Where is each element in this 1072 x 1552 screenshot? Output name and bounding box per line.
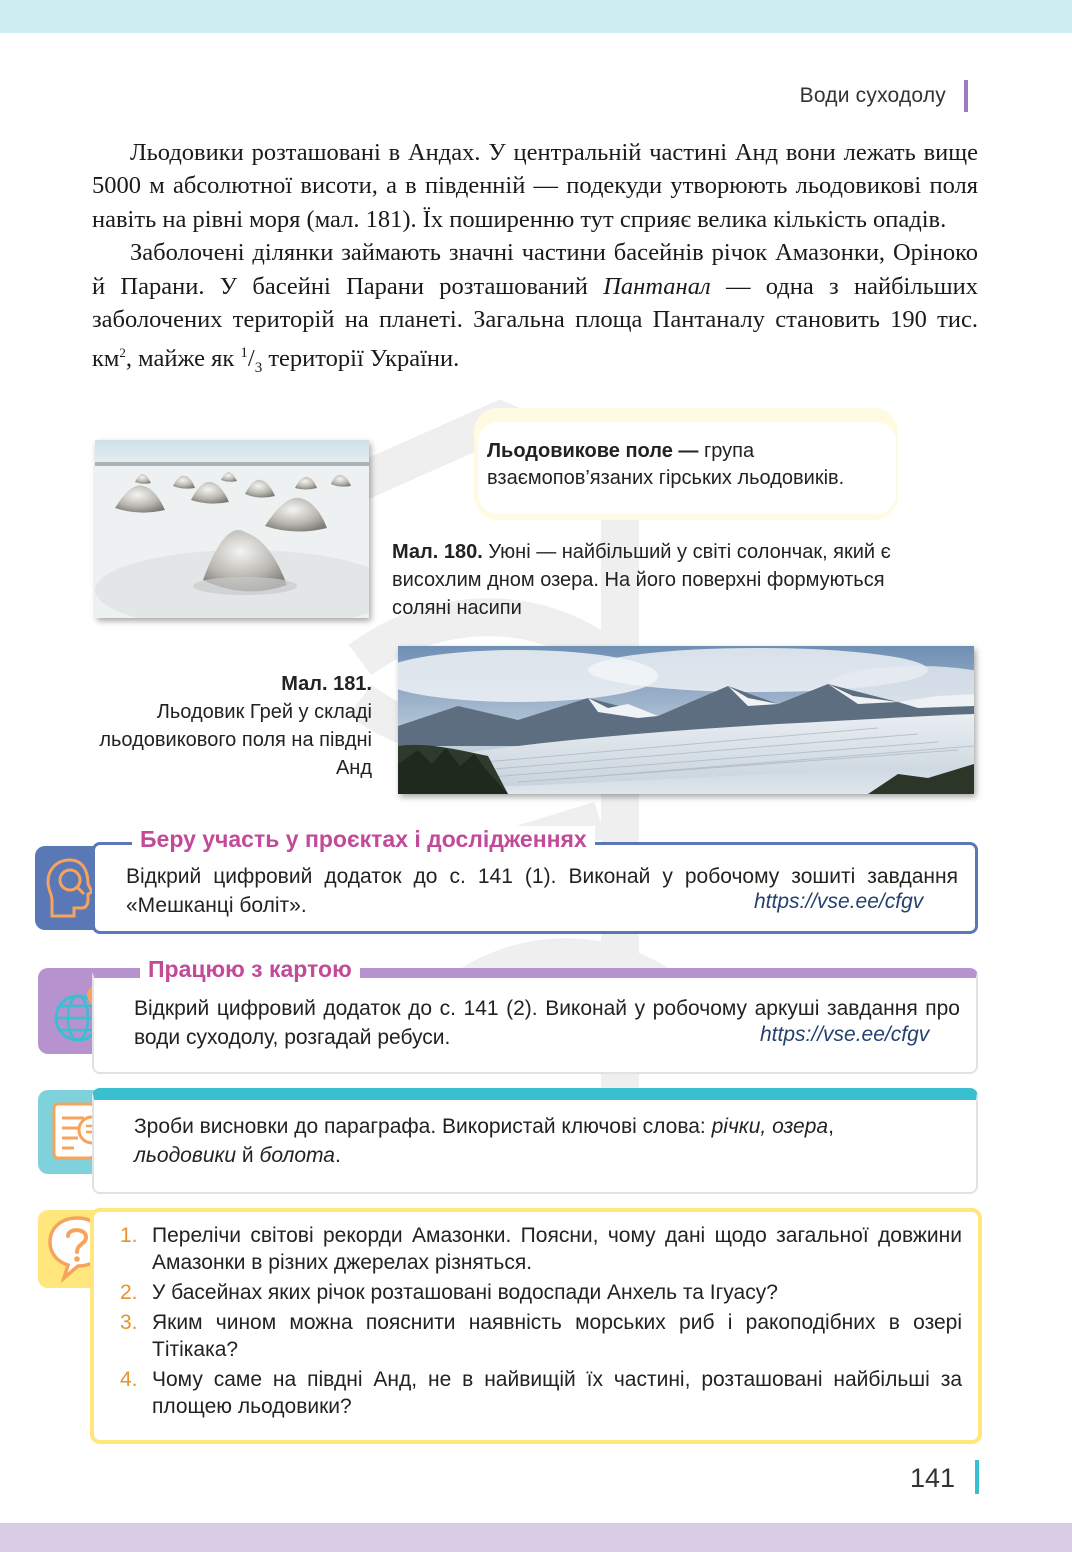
question-text: Яким чином можна пояснити наявність морських риб і ракоподібних в озері Тітікака? [152,1311,962,1361]
question-text: Чому саме на півдні Анд, не в найвищій їх частині, розташовані найбільші за площею льодовики? [152,1368,962,1418]
bottom-color-band [0,1523,1072,1552]
question-text: Перелічи світові рекорди Амазонки. Поясни, чому дані щодо загальної довжини Амазонки в різних джерелах різняться. [152,1224,962,1274]
question-number: 3. [120,1311,138,1334]
running-head-bar [964,80,968,112]
running-head: Води суходолу [799,84,946,107]
body-text [92,136,978,386]
map-panel-title: Працюю з картою [140,956,360,983]
definition-term: Льодовикове поле — [487,440,699,462]
question-text: У басейнах яких річок розташовані водоспади Анхель та Ігуасу? [152,1281,778,1304]
map-link[interactable]: https://vse.ee/cfgv [760,1023,930,1046]
top-color-band [0,0,1072,33]
figure-180-label: Мал. 180. [392,541,483,563]
definition-text: Льодовикове поле — група взаємопов’язаних гірських льодовиків. [487,440,845,489]
figure-181-caption: Мал. 181. Льодовик Грей у складі льодовикового поля на півдні Анд [99,673,372,779]
question-number: 1. [120,1224,138,1247]
squared-sup: 2 [119,345,126,361]
projects-panel-title: Беру участь у проєктах і дослідженнях [132,826,595,853]
question-number: 4. [120,1368,138,1391]
projects-link[interactable]: https://vse.ee/cfgv [754,890,924,913]
page-number: 141 [910,1463,956,1493]
page-number-bar [975,1460,979,1494]
question-number: 2. [120,1281,138,1304]
questions-list [120,1222,962,1423]
figure-180-caption: Мал. 180. Уюні — найбільший у світі солончак, який є висохлим дном озера. На його поверхні формуються соляні насипи [392,541,891,619]
figure-181-label: Мал. 181. [281,673,372,695]
projects-panel-text: Відкрий цифровий додаток до с. 141 (1). Виконай у робочому зошиті завдання «Мешканці боліт». [126,865,958,917]
question-item [120,1279,962,1306]
keyword-swamps: болота [259,1144,335,1167]
question-item [120,1366,962,1420]
pantanal-term: Пантанал [603,272,711,300]
head-magnifier-icon [44,854,96,922]
map-panel-text: Відкрий цифровий додаток до с. 141 (2). Виконай у робочому аркуші завдання про води суходолу, розгадай ребуси. [134,997,960,1049]
paragraph-wetlands: Заболочені ділянки займають значні частини басейнів річок Амазонки, Оріноко й Парани. У басейні Парани розташований Пантанал — одна з найбільших заболочених територій на планеті. Загальна площа Пантаналу становить 190 тис. $км^2$, майже як $^1/_3$ території України. [92,239,978,377]
question-item [120,1309,962,1363]
grey-glacier-photo [398,646,974,794]
conclusions-panel-text: Зроби висновки до параграфа. Використай ключові слова: річки, озера, льодовики й болота. [134,1115,834,1167]
keyword-glaciers: льодовики [134,1144,237,1167]
keyword-rivers-lakes: річки, озера [711,1115,829,1138]
question-item [120,1222,962,1276]
salt-flat-photo [95,440,369,618]
paragraph-glaciers: Льодовики розташовані в Андах. У центральній частині Анд вони лежать вище 5000 м абсолютної висоти, а в південній — подекуди утворюють льодовикові поля навіть на рівні моря (мал. 181). Їх поширенню тут сприяє велика кількість опадів. [92,139,978,233]
